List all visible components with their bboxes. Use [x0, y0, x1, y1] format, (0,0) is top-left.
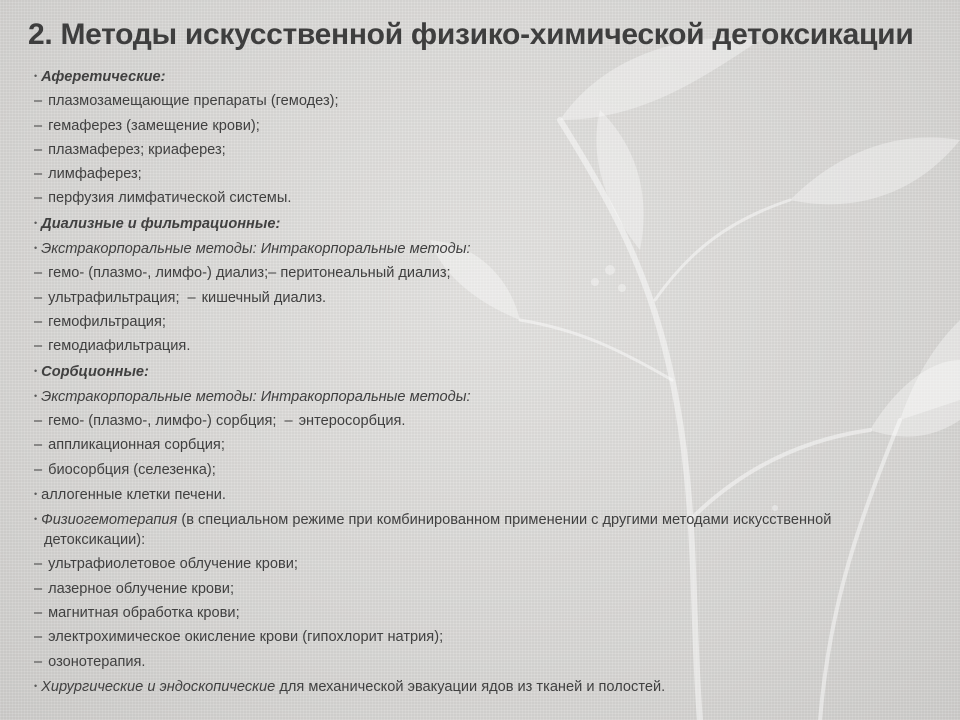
- list-item: – ультрафильтрация; – кишечный диализ.: [34, 289, 327, 306]
- list-item: – гемаферез (замещение крови);: [34, 117, 260, 134]
- list-item: – магнитная обработка крови;: [34, 604, 240, 621]
- list-item: • Экстракорпоральные методы: Интракорпоральные методы:: [34, 241, 471, 258]
- list-item: – лимфаферез;: [34, 166, 142, 183]
- list-item: – гемо- (плазмо-, лимфо-) сорбция; – энтеросорбция.: [34, 413, 406, 430]
- section-heading-sorption: Сорбционные:: [41, 363, 149, 380]
- dash-icon: –: [34, 265, 43, 282]
- list-item: – лазерное облучение крови;: [34, 580, 235, 597]
- dash-icon: –: [284, 413, 293, 430]
- list-item: – гемодиафильтрация.: [34, 338, 191, 355]
- list-item: [34, 359, 874, 384]
- bullet-icon: •: [34, 680, 38, 691]
- dash-icon: –: [34, 190, 43, 207]
- list-item: – гемофильтрация;: [34, 313, 166, 330]
- dash-icon: –: [34, 556, 43, 573]
- bullet-icon: •: [34, 390, 38, 401]
- list-item: – биосорбция (селезенка);: [34, 461, 216, 478]
- section-heading-dialysis: Диализные и фильтрационные:: [41, 215, 281, 232]
- list-item: – плазмаферез; криаферез;: [34, 141, 226, 158]
- dash-icon: –: [34, 141, 43, 158]
- bullet-icon: •: [34, 243, 38, 254]
- dash-icon: –: [34, 653, 43, 670]
- section-heading-aferetic: Аферетические:: [41, 69, 166, 85]
- dash-icon: –: [34, 338, 43, 355]
- dash-icon: –: [34, 461, 43, 478]
- list-item: • Хирургические и эндоскопические для механической эвакуации ядов из тканей и полостей.: [34, 678, 666, 695]
- list-item: [34, 211, 874, 236]
- dash-icon: –: [34, 313, 43, 330]
- dash-icon: –: [34, 437, 43, 454]
- page-title: 2. Методы искусственной физико-химической детоксикации: [28, 18, 914, 51]
- list-item: – электрохимическое окисление крови (гипохлорит натрия);: [34, 629, 444, 646]
- bullet-icon: •: [34, 365, 38, 376]
- bullet-icon: •: [34, 217, 38, 228]
- list-item: – озонотерапия.: [34, 653, 146, 670]
- list-item: [34, 64, 874, 89]
- dash-icon: –: [187, 289, 196, 306]
- list-item: – гемо- (плазмо-, лимфо-) диализ;– перитонеальный диализ;: [34, 265, 451, 282]
- list-item: • Экстракорпоральные методы: Интракорпоральные методы:: [34, 388, 471, 405]
- dash-icon: –: [34, 629, 43, 646]
- list-item: – ультрафиолетовое облучение крови;: [34, 556, 298, 573]
- list-item: – аппликационная сорбция;: [34, 437, 225, 454]
- bullet-icon: •: [34, 514, 38, 525]
- dash-icon: –: [34, 117, 43, 134]
- dash-icon: –: [34, 93, 43, 110]
- dash-icon: –: [34, 604, 43, 621]
- bullet-icon: •: [34, 71, 38, 81]
- list-item: – перфузия лимфатической системы.: [34, 190, 292, 207]
- dash-icon: –: [34, 413, 43, 430]
- dash-icon: –: [34, 166, 43, 183]
- dash-icon: –: [34, 289, 43, 306]
- list-item: • аллогенные клетки печени.: [34, 487, 226, 504]
- bullet-icon: •: [34, 489, 38, 500]
- list-item: • Физиогемотерапия (в специальном режиме при комбинированном применении с другими методами искусственной детоксикации):: [34, 512, 832, 549]
- dash-icon: –: [34, 580, 43, 597]
- slide-content: [34, 64, 874, 699]
- list-item: – плазмозамещающие препараты (гемодез);: [34, 93, 339, 110]
